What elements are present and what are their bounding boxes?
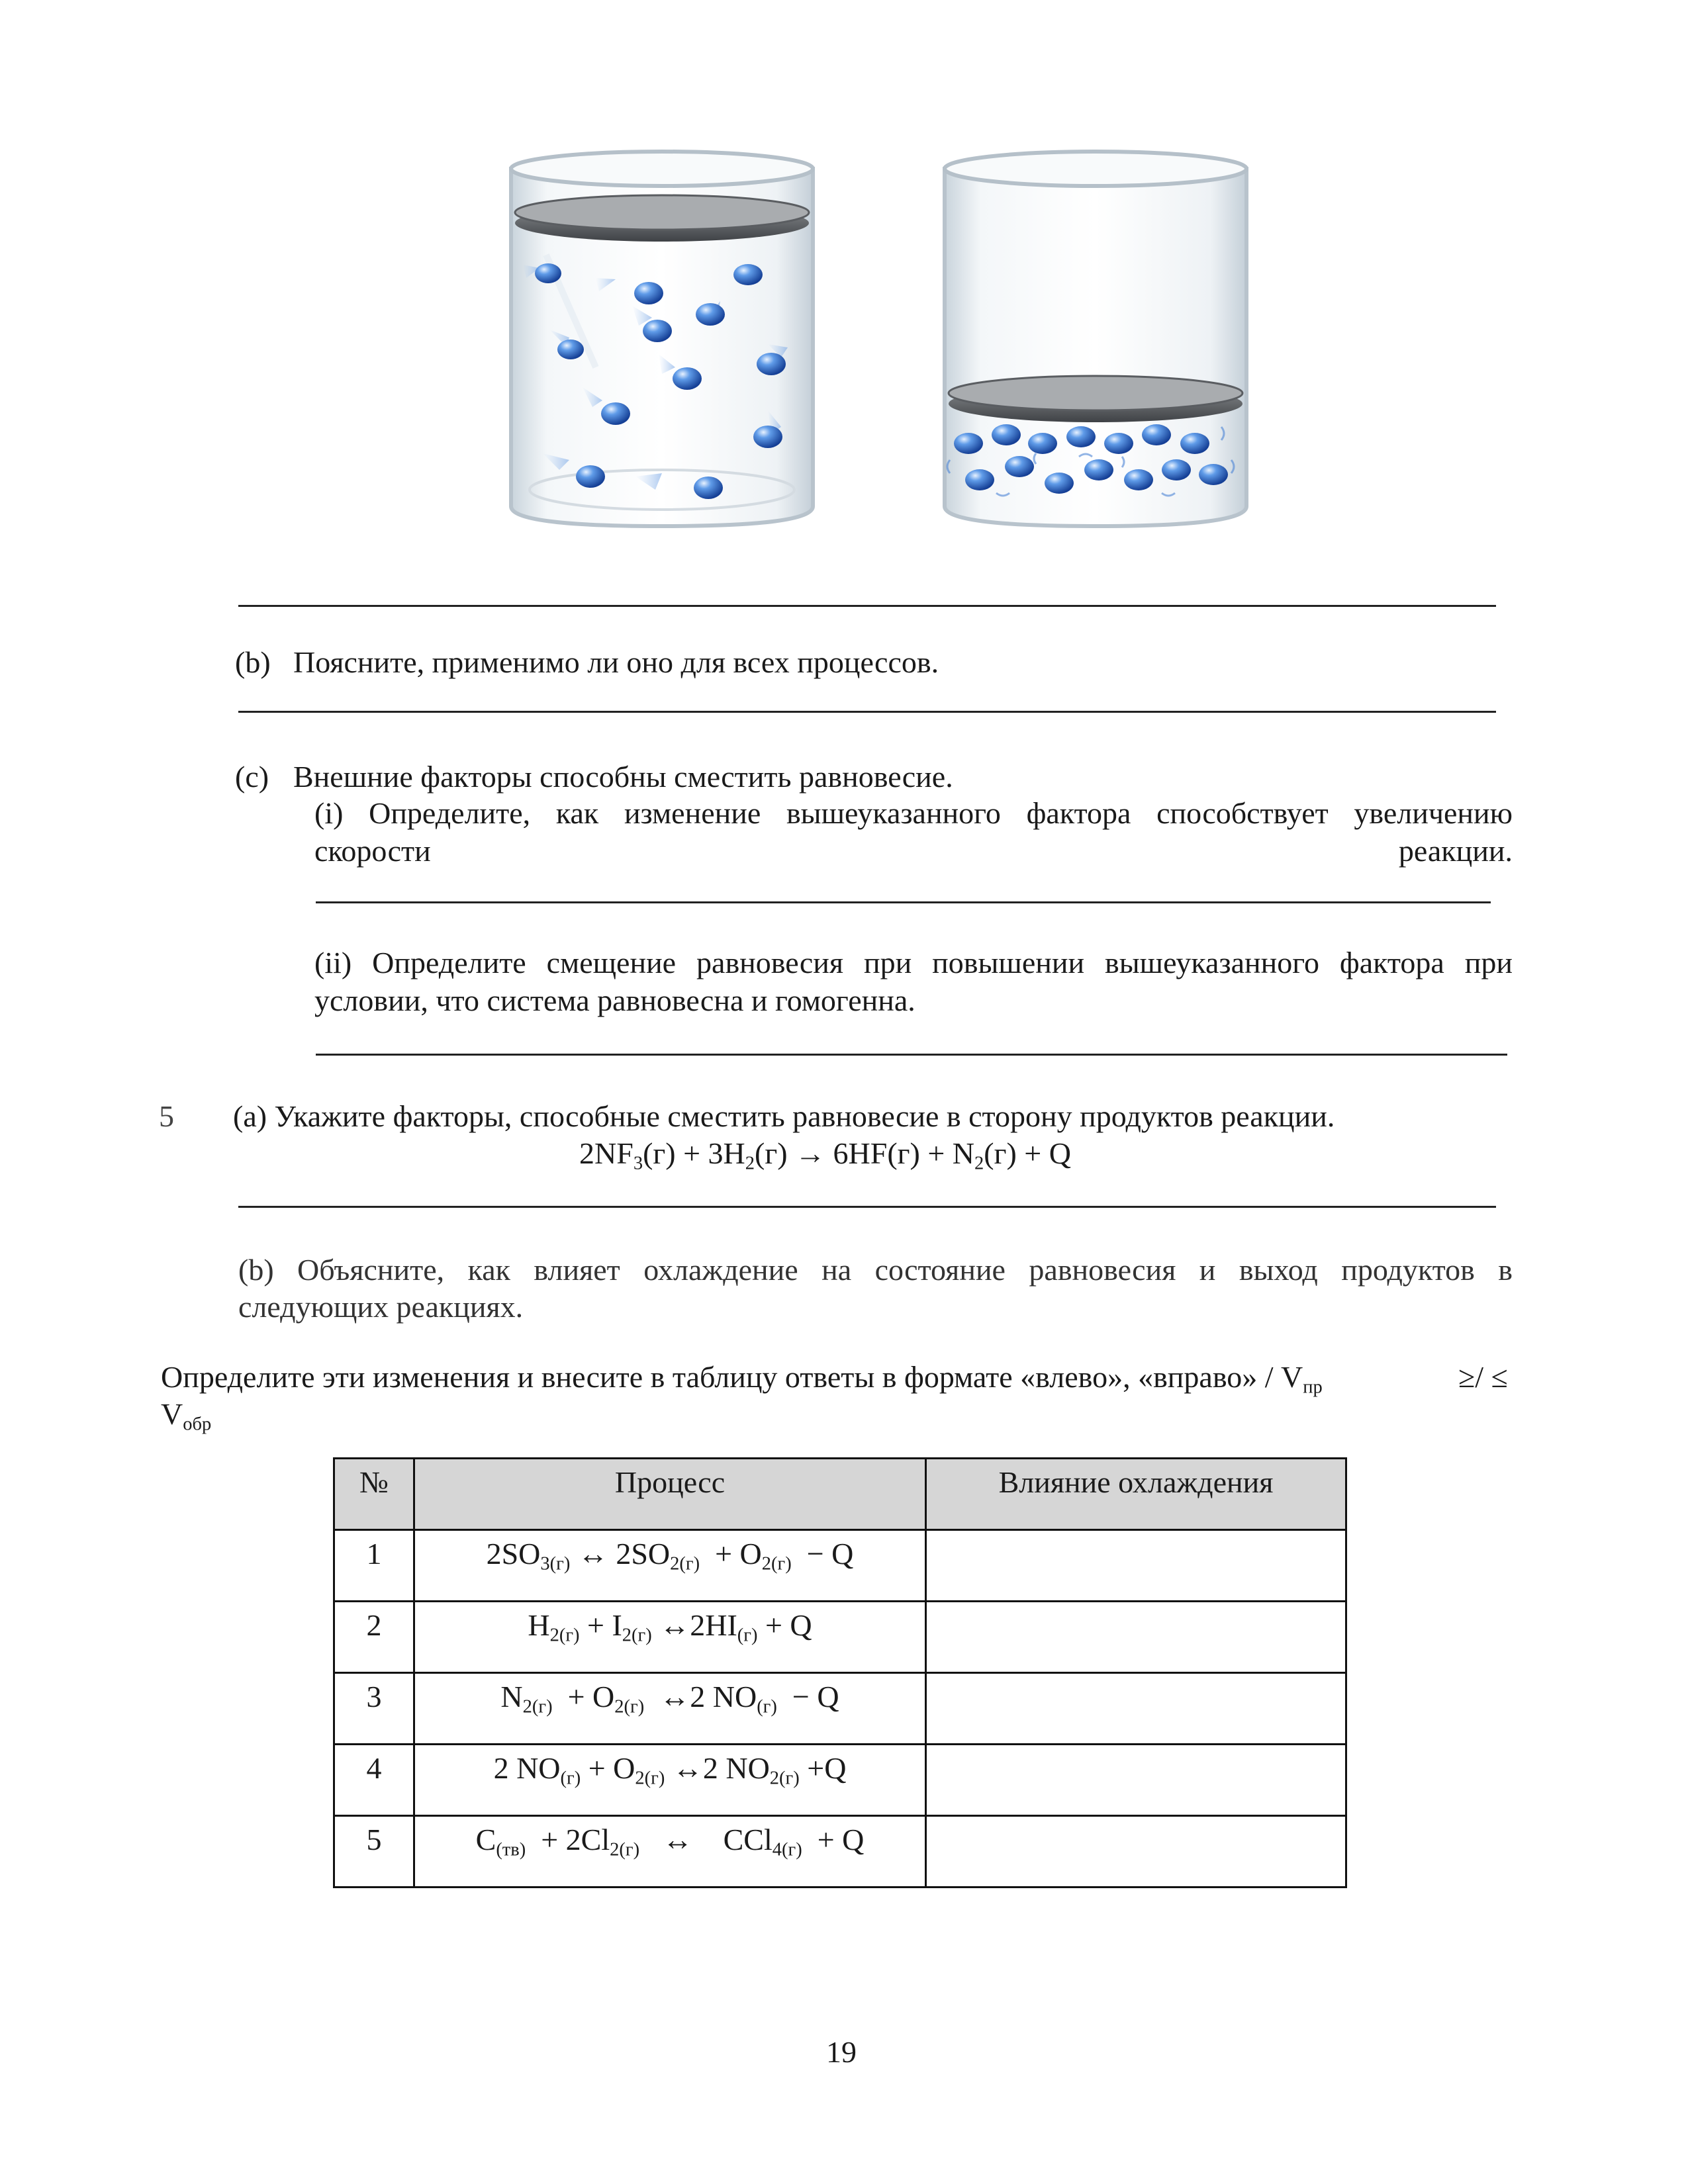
- left-beaker: [511, 152, 813, 526]
- q4-c-label: (c): [235, 760, 269, 794]
- q4-c-ii-line2: условии, что система равновесна и гомогенна.: [314, 983, 915, 1017]
- q5-instruction-tail: ≥/ ≤: [1458, 1360, 1508, 1394]
- piston-icon: [515, 195, 809, 242]
- table-row: [334, 1673, 1346, 1745]
- page-number: 19: [826, 2035, 857, 2069]
- q5-instruction-text: Определите эти изменения и внесите в таблицу ответы в формате «влево», «вправо» / V: [161, 1360, 1303, 1394]
- q5-instruction-line1: [161, 1358, 1323, 1396]
- right-beaker: [945, 152, 1246, 526]
- reaction-equation: $2SO_{3(г)}$ ↔ $2SO_{2(г)} + O_{2(г)} - Q$: [414, 1530, 926, 1602]
- table-row: [334, 1816, 1346, 1888]
- q5-instruction-line2: $V_{обр}$: [161, 1397, 212, 1435]
- q5-b-line2: следующих реакциях.: [238, 1290, 524, 1324]
- beakers-figure: [496, 149, 1304, 539]
- answer-line[interactable]: [238, 605, 1496, 607]
- row-number: 5: [334, 1816, 414, 1888]
- header-number: №: [334, 1459, 414, 1530]
- q4-c-i-line2-right: реакции.: [1398, 834, 1513, 868]
- table-row: [334, 1745, 1346, 1816]
- row-number: 3: [334, 1673, 414, 1745]
- answer-line[interactable]: [238, 1206, 1496, 1208]
- answer-cell[interactable]: [926, 1673, 1346, 1745]
- q4-b-label: (b): [235, 645, 271, 679]
- answer-line[interactable]: [316, 1054, 1507, 1056]
- q5-b-line1: (b) Объясните, как влияет охлаждение на состояние равновесия и выход продуктов в: [238, 1253, 1513, 1287]
- v-reverse-subscript: обр: [183, 1414, 212, 1435]
- row-number: 2: [334, 1602, 414, 1673]
- reaction-equation: $H_{2(г)} + I_{2(г)}$ $\leftrightarrow 2HI_{(г)} + Q$: [414, 1602, 926, 1673]
- q4-c-i-line2-left: скорости: [314, 834, 431, 868]
- q4-b-text: Поясните, применимо ли оно для всех процессов.: [293, 645, 939, 679]
- answer-cell[interactable]: [926, 1530, 1346, 1602]
- reaction-equation: $C_{(тв)} + 2Cl_{2(г)}$ ↔ CCl$_{4(г)}$ + Q: [414, 1816, 926, 1888]
- row-number: 4: [334, 1745, 414, 1816]
- answer-line[interactable]: [316, 901, 1491, 903]
- q4-c-ii-line1: (ii) Определите смещение равновесия при повышении вышеуказанного фактора при: [314, 946, 1513, 979]
- reaction-equation: 2 $NO_{(г)} + O_{2(г)}$ ↔2 $NO_{2(г)} +Q$: [414, 1745, 926, 1816]
- answer-cell[interactable]: [926, 1602, 1346, 1673]
- row-number: 1: [334, 1530, 414, 1602]
- table-header-row: [334, 1459, 1346, 1530]
- q5-equation: $2NF_3(г) + 3H_2(г) \to 6HF(г) + N_2(г) + Q$: [579, 1136, 1071, 1174]
- header-process: Процесс: [414, 1459, 926, 1530]
- reactions-table: [333, 1457, 1347, 1888]
- header-cooling-effect: Влияние охлаждения: [926, 1459, 1346, 1530]
- table-row: [334, 1530, 1346, 1602]
- table-row: [334, 1602, 1346, 1673]
- piston-icon: [949, 376, 1243, 422]
- reaction-equation: $N_{2(г)} + O_{2(г)}$ ↔2 $NO_{(г)} - Q$: [414, 1673, 926, 1745]
- answer-line[interactable]: [238, 711, 1496, 713]
- q4-c-text: Внешние факторы способны сместить равновесие.: [293, 760, 953, 794]
- q5-a-text: (a) Укажите факторы, способные сместить равновесие в сторону продуктов реакции.: [233, 1099, 1335, 1133]
- q4-c-i-line1: (i) Определите, как изменение вышеуказанного фактора способствует увеличению: [314, 796, 1513, 830]
- q5-number: 5: [159, 1099, 174, 1133]
- answer-cell[interactable]: [926, 1816, 1346, 1888]
- answer-cell[interactable]: [926, 1745, 1346, 1816]
- v-forward-subscript: пр: [1303, 1377, 1323, 1398]
